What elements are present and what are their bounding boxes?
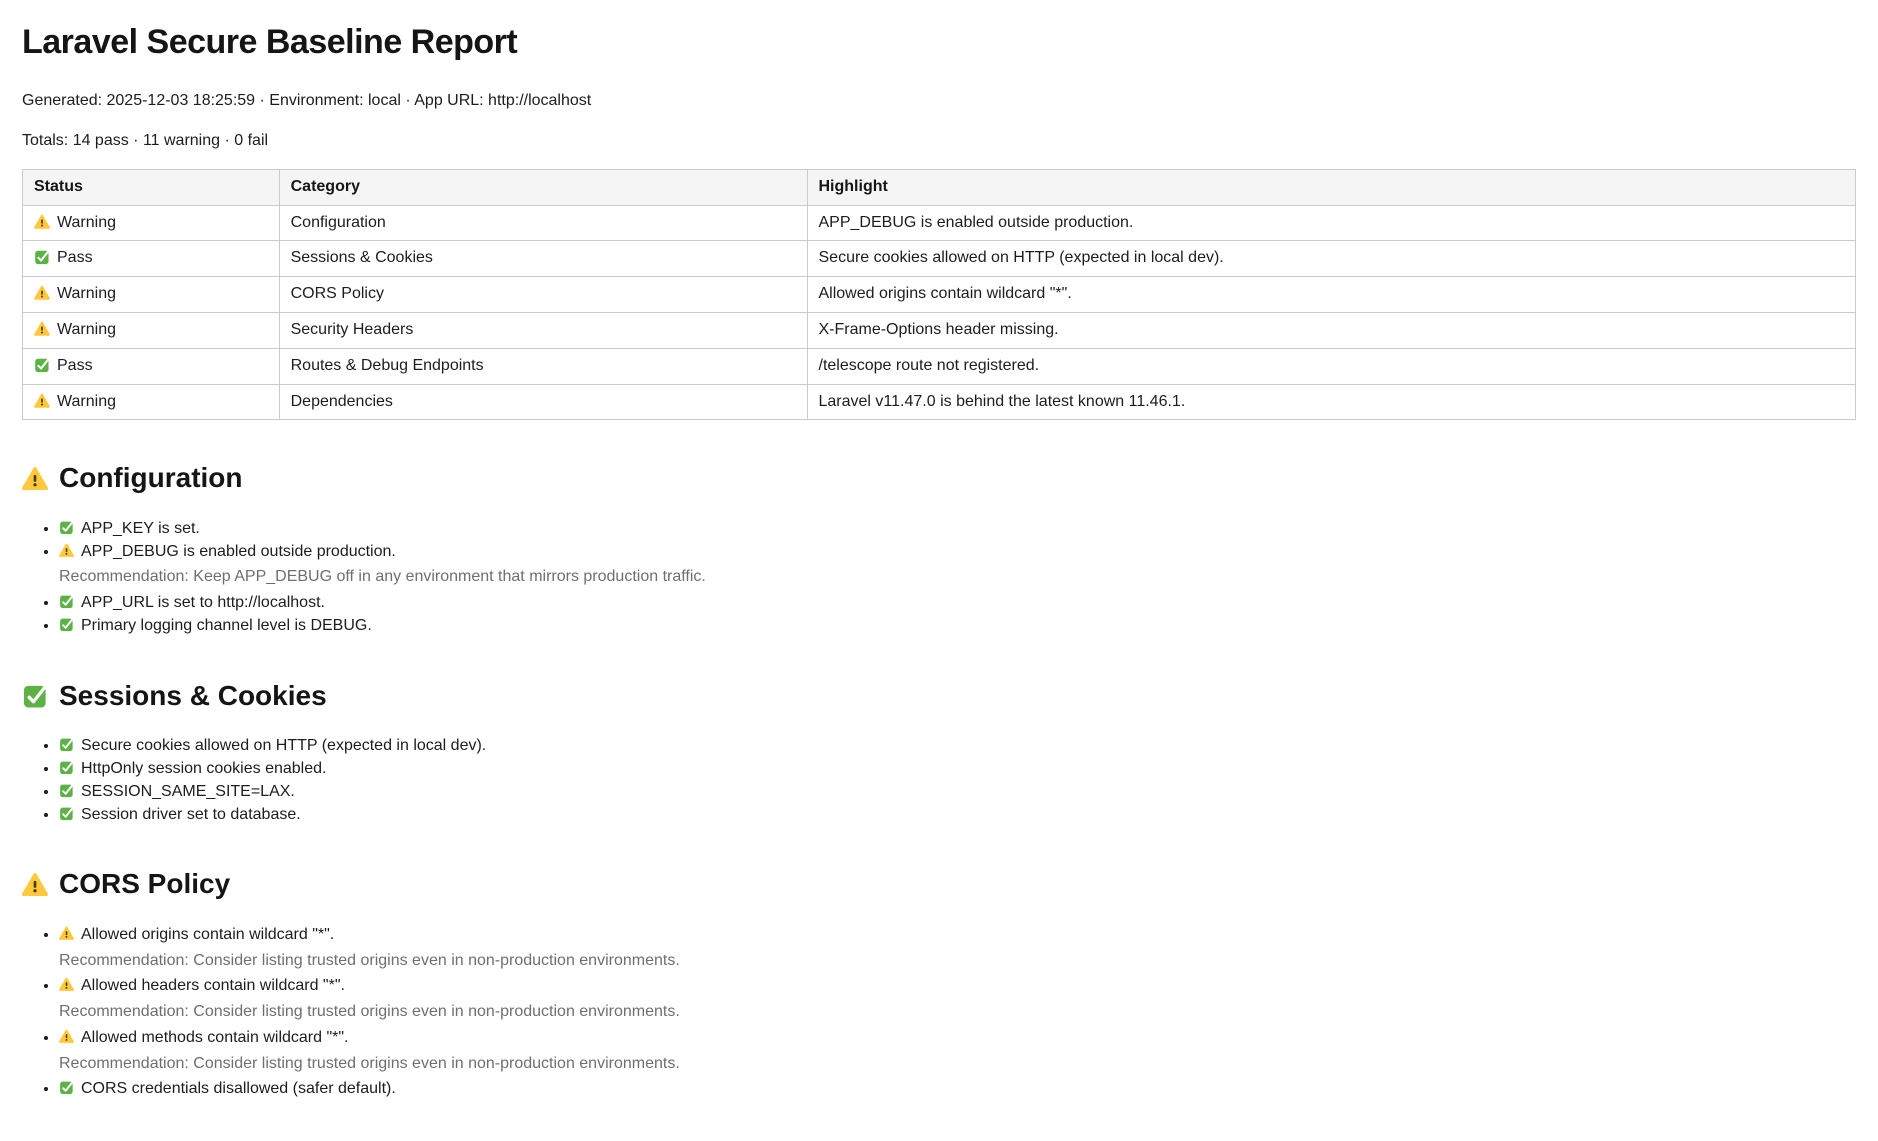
finding-item (59, 615, 1856, 638)
report-section (22, 678, 1856, 827)
status-label: Pass (57, 249, 93, 267)
summary-table-header-row (23, 169, 1856, 205)
status-icon-slot (34, 393, 57, 410)
section-items (22, 518, 1856, 638)
status-cell (23, 277, 280, 313)
status-cell (23, 348, 280, 384)
table-row (23, 277, 1856, 313)
finding-item (59, 518, 1856, 541)
finding-text: Primary logging channel level is DEBUG. (81, 616, 372, 634)
page-title: Laravel Secure Baseline Report (22, 23, 518, 61)
section-title: CORS Policy (59, 868, 231, 900)
warning-icon (59, 977, 74, 992)
column-header-status: Status (23, 169, 280, 205)
highlight-cell: /telescope route not registered. (807, 348, 1856, 384)
column-header-highlight: Highlight (807, 169, 1856, 205)
warning-icon (34, 321, 50, 337)
section-items (22, 735, 1856, 826)
finding-item (59, 924, 1856, 976)
finding-text: Allowed origins contain wildcard "*". (81, 925, 335, 943)
pass-icon (59, 617, 74, 632)
section-heading (22, 866, 1856, 902)
finding-text: CORS credentials disallowed (safer default). (81, 1080, 396, 1098)
pass-icon (34, 249, 50, 265)
status-label: Warning (57, 285, 116, 303)
recommendation-text: Recommendation: Consider listing trusted origins even in non-production environments. (59, 1054, 680, 1072)
category-cell: CORS Policy (279, 277, 807, 313)
sections (22, 460, 1856, 1101)
finding-text: SESSION_SAME_SITE=LAX. (81, 782, 295, 800)
highlight-cell: Allowed origins contain wildcard "*". (807, 277, 1856, 313)
status-icon-slot (34, 249, 57, 266)
finding-text: Allowed headers contain wildcard "*". (81, 977, 345, 995)
report-section (22, 866, 1856, 1101)
pass-icon (59, 1080, 74, 1095)
status-icon-slot (34, 214, 57, 231)
finding-item (59, 541, 1856, 593)
totals-line: Totals: 14 pass · 11 warning · 0 fail (22, 131, 269, 149)
pass-icon (59, 806, 74, 821)
status-cell (23, 312, 280, 348)
pass-icon (34, 357, 50, 373)
pass-icon (59, 594, 74, 609)
status-cell (23, 241, 280, 277)
pass-icon (59, 783, 74, 798)
finding-item (59, 804, 1856, 827)
section-icon-slot (22, 466, 48, 492)
status-label: Pass (57, 356, 93, 374)
category-cell: Sessions & Cookies (279, 241, 807, 277)
finding-text: HttpOnly session cookies enabled. (81, 759, 327, 777)
finding-text: Secure cookies allowed on HTTP (expected in local dev). (81, 737, 487, 755)
status-cell (23, 205, 280, 241)
section-title: Sessions & Cookies (59, 679, 327, 711)
status-label: Warning (57, 392, 116, 410)
finding-item (59, 735, 1856, 758)
finding-item (59, 1078, 1856, 1101)
highlight-cell: Laravel v11.47.0 is behind the latest known 11.46.1. (807, 384, 1856, 420)
finding-item (59, 758, 1856, 781)
pass-icon (59, 737, 74, 752)
warning-icon (59, 1029, 74, 1044)
category-cell: Security Headers (279, 312, 807, 348)
summary-table (22, 169, 1856, 421)
section-title: Configuration (59, 462, 243, 494)
table-row (23, 348, 1856, 384)
highlight-cell: Secure cookies allowed on HTTP (expected in local dev). (807, 241, 1856, 277)
finding-item (59, 975, 1856, 1027)
finding-item (59, 1027, 1856, 1079)
column-header-category: Category (279, 169, 807, 205)
table-row (23, 241, 1856, 277)
finding-text: Allowed methods contain wildcard "*". (81, 1028, 349, 1046)
status-icon-slot (34, 321, 57, 338)
finding-text: Session driver set to database. (81, 805, 301, 823)
pass-icon (22, 683, 48, 709)
table-row (23, 384, 1856, 420)
warning-icon (59, 926, 74, 941)
finding-item (59, 781, 1856, 804)
section-heading (22, 460, 1856, 496)
finding-item (59, 592, 1856, 615)
summary-table-body (23, 205, 1856, 420)
section-icon-slot (22, 872, 48, 898)
recommendation-text: Recommendation: Keep APP_DEBUG off in any environment that mirrors production traffic. (59, 568, 706, 586)
warning-icon (59, 543, 74, 558)
category-cell: Routes & Debug Endpoints (279, 348, 807, 384)
finding-text: APP_DEBUG is enabled outside production. (81, 542, 396, 560)
category-cell: Dependencies (279, 384, 807, 420)
pass-icon (59, 760, 74, 775)
warning-icon (34, 285, 50, 301)
finding-text: APP_KEY is set. (81, 519, 200, 537)
section-icon-slot (22, 683, 48, 709)
report-section (22, 460, 1856, 637)
status-label: Warning (57, 320, 116, 338)
warning-icon (22, 466, 48, 492)
warning-icon (34, 214, 50, 230)
recommendation-text: Recommendation: Consider listing trusted origins even in non-production environments. (59, 1003, 680, 1021)
generated-meta-line: Generated: 2025-12-03 18:25:59 · Environment: local · App URL: http://localhost (22, 92, 592, 110)
table-row (23, 205, 1856, 241)
finding-text: APP_URL is set to http://localhost. (81, 594, 325, 612)
status-label: Warning (57, 213, 116, 231)
pass-icon (59, 520, 74, 535)
status-icon-slot (34, 357, 57, 374)
highlight-cell: X-Frame-Options header missing. (807, 312, 1856, 348)
highlight-cell: APP_DEBUG is enabled outside production. (807, 205, 1856, 241)
recommendation-text: Recommendation: Consider listing trusted origins even in non-production environments. (59, 951, 680, 969)
category-cell: Configuration (279, 205, 807, 241)
warning-icon (22, 872, 48, 898)
table-row (23, 312, 1856, 348)
status-cell (23, 384, 280, 420)
section-items (22, 924, 1856, 1102)
warning-icon (34, 393, 50, 409)
status-icon-slot (34, 285, 57, 302)
section-heading (22, 678, 1856, 714)
